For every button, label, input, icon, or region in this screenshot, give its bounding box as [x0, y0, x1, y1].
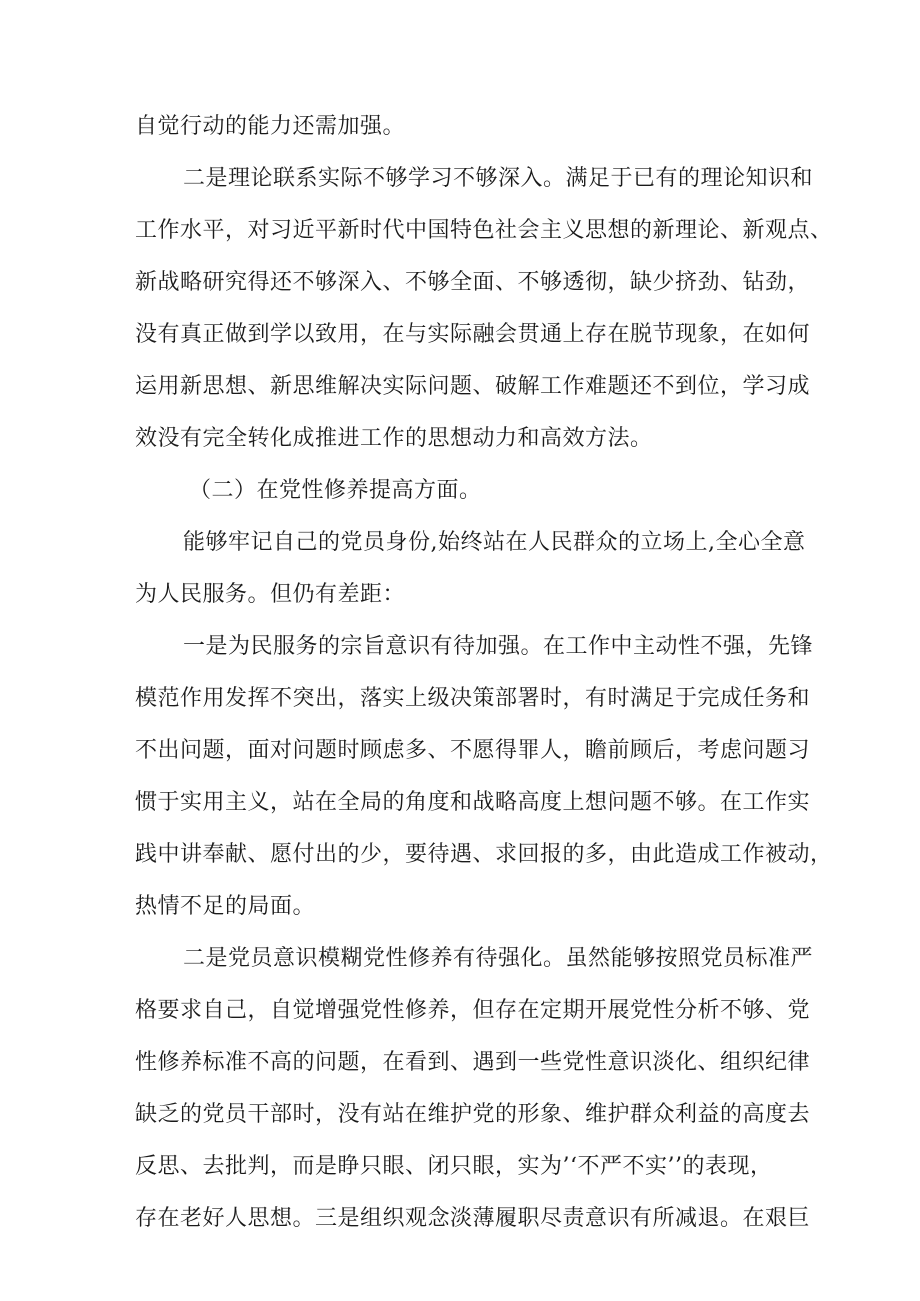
- text-line: 新战略研究得还不够深入、不够全面、不够透彻，缺少挤劲、钻劲，: [135, 270, 811, 295]
- text-line: 运用新思想、新思维解决实际问题、破解工作难题还不到位，学习成: [135, 374, 811, 399]
- text-line: 二是党员意识模糊党性修养有待强化。虽然能够按照党员标准严: [183, 946, 814, 971]
- text-line: 践中讲奉献、愿付出的少，要待遇、求回报的多，由此造成工作被动，: [135, 842, 833, 867]
- text-line: 没有真正做到学以致用，在与实际融会贯通上存在脱节现象，在如何: [135, 322, 811, 347]
- text-line: 惯于实用主义，站在全局的角度和战略高度上想问题不够。在工作实: [135, 790, 811, 815]
- text-line: 效没有完全转化成推进工作的思想动力和高效方法。: [135, 426, 653, 451]
- text-line: 缺乏的党员干部时，没有站在维护党的形象、维护群众利益的高度去: [135, 1102, 811, 1127]
- text-line: 格要求自己，自觉增强党性修养，但存在定期开展党性分析不够、党: [135, 998, 811, 1023]
- text-line: 不出问题，面对问题时顾虑多、不愿得罪人，瞻前顾后，考虑问题习: [135, 738, 811, 763]
- text-line: 为人民服务。但仍有差距：: [135, 582, 406, 607]
- text-line: 自觉行动的能力还需加强。: [135, 114, 406, 139]
- text-line: 二是理论联系实际不够学习不够深入。满足于已有的理论知识和: [183, 166, 814, 191]
- text-line: 能够牢记自己的党员身份,始终站在人民群众的立场上,全心全意: [183, 530, 806, 555]
- text-line: 性修养标准不高的问题，在看到、遇到一些党性意识淡化、组织纪律: [135, 1050, 811, 1075]
- text-line: 存在老好人思想。三是组织观念淡薄履职尽责意识有所减退。在艰巨: [135, 1206, 811, 1231]
- text-line: 工作水平，对习近平新时代中国特色社会主义思想的新理论、新观点、: [135, 218, 833, 243]
- text-line: 热情不足的局面。: [135, 894, 316, 919]
- section-heading: （二）在党性修养提高方面。: [189, 478, 482, 503]
- body-text: [135, 101, 833, 1245]
- text-line: 模范作用发挥不突出，落实上级决策部署时，有时满足于完成任务和: [135, 686, 811, 711]
- text-line: 反思、去批判，而是睁只眼、闭只眼，实为’‘不严不实’’的表现，: [135, 1154, 773, 1179]
- text-line: 一是为民服务的宗旨意识有待加强。在工作中主动性不强，先锋: [183, 634, 814, 659]
